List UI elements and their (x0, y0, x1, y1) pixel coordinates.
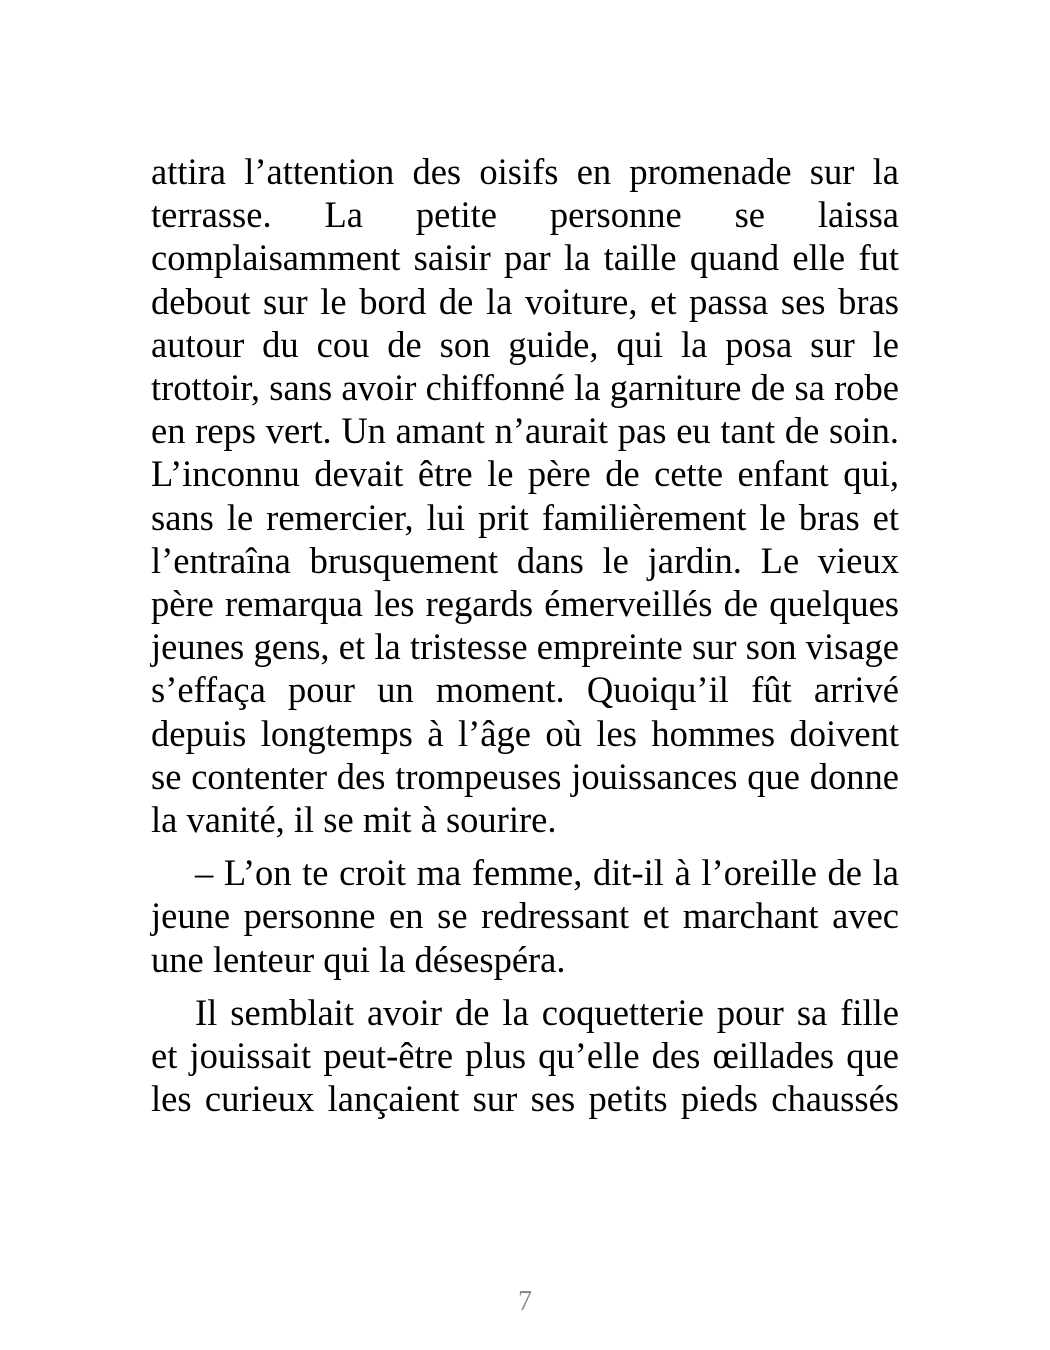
page-number: 7 (518, 1286, 532, 1317)
paragraph-1: attira l’attention des oisifs en promenade sur la terrasse. La petite personne se laissa complaisamment saisir par la taille quand elle fut debout sur le bord de la voiture, et passa ses bras autour du cou de son guide, qui la posa sur le trottoir, sans avoir chiffonné la garniture de sa robe en reps vert. Un amant n’aurait pas eu tant de soin. L’inconnu devait être le père de cette enfant qui, sans le remercier, lui prit familièrement le bras et l’entraîna brusquement dans le jardin. Le vieux père remarqua les regards émerveillés de quelques jeunes gens, et la tristesse empreinte sur son visage s’effaça pour un moment. Quoiqu’il fût arrivé depuis longtemps à l’âge où les hommes doivent se contenter des trompeuses jouissances que donne la vanité, il se mit à sourire. (151, 151, 899, 841)
paragraph-2-dialogue: – L’on te croit ma femme, dit-il à l’oreille de la jeune personne en se redressant et marchant avec une lenteur qui la désespéra. (151, 852, 899, 980)
paragraph-3: Il semblait avoir de la coquetterie pour sa fille et jouissait peut-être plus qu’elle des œillades que les curieux lançaient sur ses petits pieds chaussés (151, 991, 899, 1120)
body-text (151, 150, 899, 1130)
